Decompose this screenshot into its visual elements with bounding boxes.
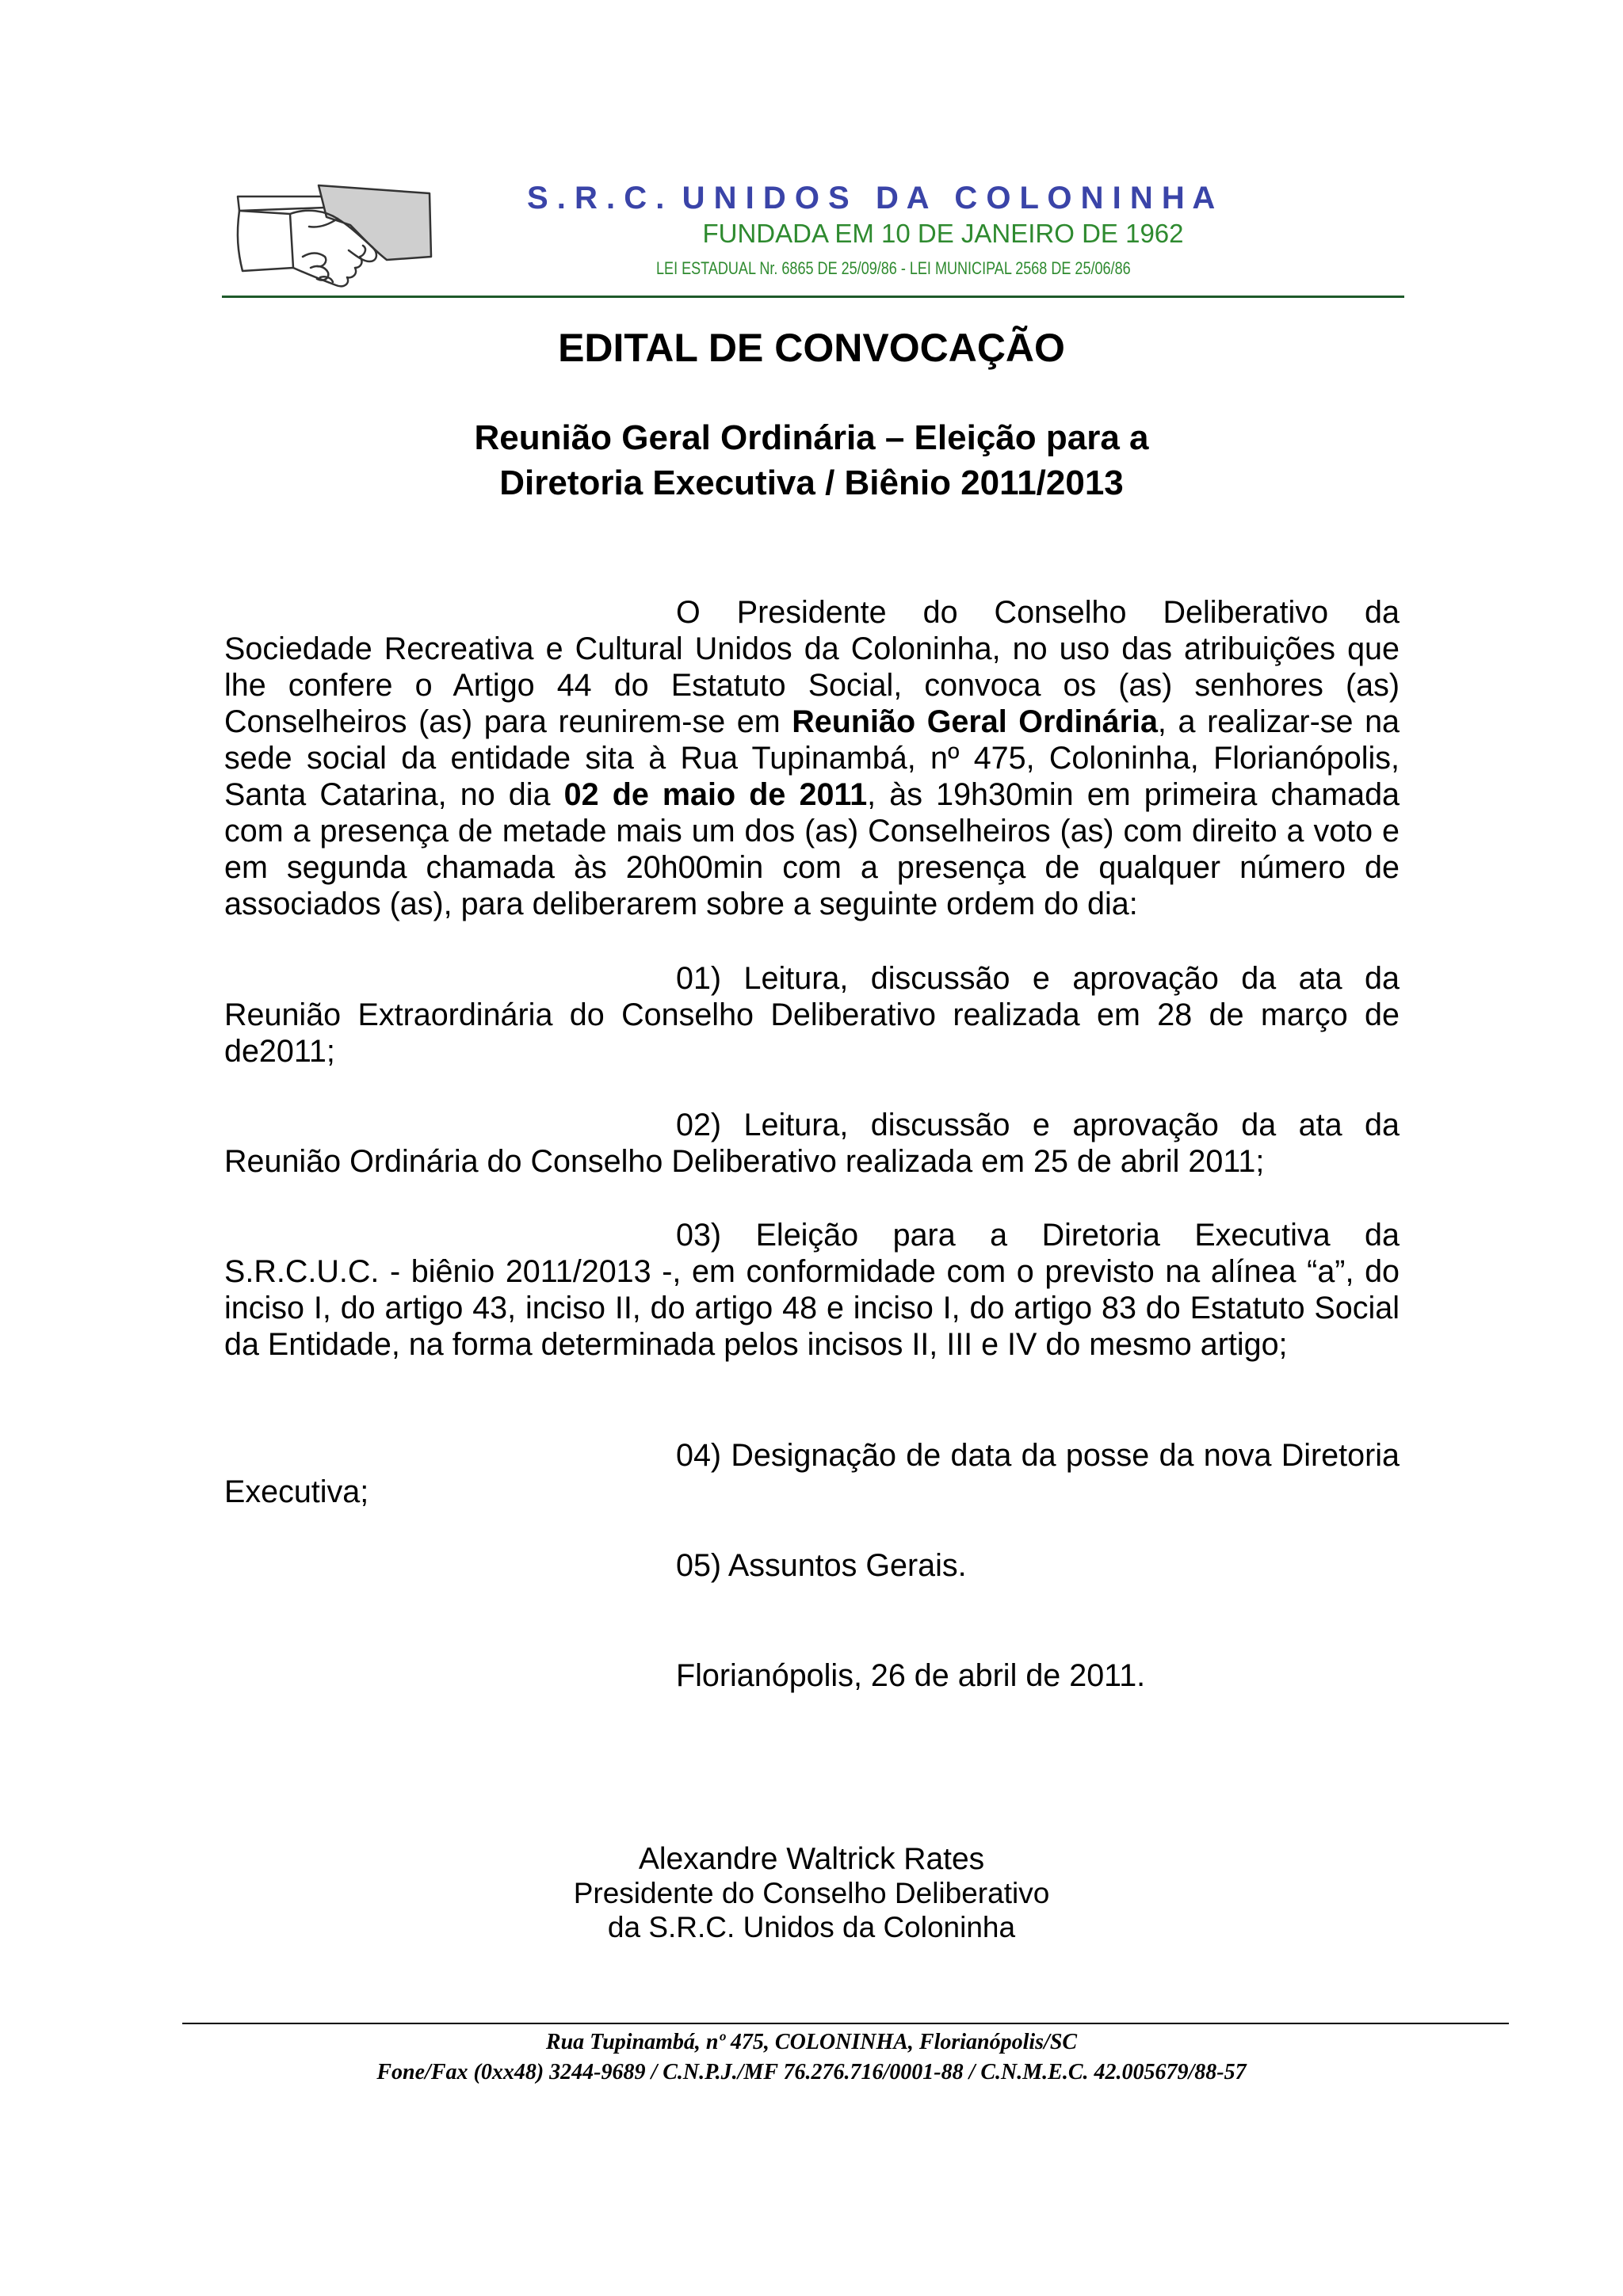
handshake-icon — [231, 179, 437, 298]
document-title: EDITAL DE CONVOCAÇÃO — [558, 326, 1065, 370]
intro-text-2: , a realizar-se na sede social da entidade sita à Rua Tupinambá, nº 475, Coloninha, Florianópolis, Santa Catarina, no dia — [224, 704, 1400, 812]
header-divider — [222, 296, 1404, 298]
intro-text-1: O Presidente do Conselho Deliberativo da Sociedade Recreativa e Cultural Unidos da Coloninha, no uso das atribuições que lhe confere o Artigo 44 do Estatuto Social, convoca os (as) senhores (as) Conselheiros (as) para reunirem-se em — [224, 595, 1400, 739]
agenda-item: 05) Assuntos Gerais. — [676, 1548, 967, 1583]
intro-meeting-date: 02 de maio de 2011 — [563, 777, 868, 812]
agenda-item: 02) Leitura, discussão e aprovação da ata da Reunião Ordinária do Conselho Deliberativo realizada em 25 de abril 2011; — [224, 1108, 1400, 1179]
intro-meeting-type: Reunião Geral Ordinária — [792, 704, 1158, 739]
agenda-item: 01) Leitura, discussão e aprovação da ata da Reunião Extraordinária do Conselho Deliberativo realizada em 28 de março de de2011; — [224, 961, 1400, 1069]
signatory-name: Alexandre Waltrick Rates — [638, 1842, 985, 1876]
footer-address: Rua Tupinambá, nº 475, COLONINHA, Florianópolis/SC — [545, 2030, 1078, 2054]
footer-divider — [182, 2023, 1509, 2024]
subtitle-line-1: Reunião Geral Ordinária – Eleição para a — [474, 418, 1149, 457]
agenda-item: 03) Eleição para a Diretoria Executiva da S.R.C.U.C. - biênio 2011/2013 -, em conformidade com o previsto na alínea “a”, do inciso I, do artigo 43, inciso II, do artigo 48 e inciso I, do artigo 83 do Estatuto Social da Entidade, na forma determinada pelos incisos II, III e IV do mesmo artigo; — [224, 1218, 1400, 1362]
intro-text-3: , às 19h30min em primeira chamada com a presença de metade mais um dos (as) Conselheiros (as) com direito a voto e em segunda chamada às 20h00min com a presença de qualquer número de associados (as), para deliberarem sobre a seguinte ordem do dia: — [224, 777, 1400, 921]
intro-paragraph — [224, 594, 1400, 922]
footer-contacts: Fone/Fax (0xx48) 3244-9689 / C.N.P.J./MF 76.276.716/0001-88 / C.N.M.E.C. 42.005679/88-57 — [376, 2060, 1247, 2084]
legal-registration: LEI ESTADUAL Nr. 6865 DE 25/09/86 - LEI MUNICIPAL 2568 DE 25/06/86 — [656, 258, 1131, 278]
subtitle-line-2: Diretoria Executiva / Biênio 2011/2013 — [499, 463, 1124, 502]
founding-date: FUNDADA EM 10 DE JANEIRO DE 1962 — [702, 219, 1184, 248]
place-and-date: Florianópolis, 26 de abril de 2011. — [676, 1658, 1146, 1693]
organization-name: S . R . C . U N I D O S D A C O L O N I N H A — [527, 181, 1216, 215]
signatory-organization: da S.R.C. Unidos da Coloninha — [607, 1911, 1016, 1943]
agenda-item: 04) Designação de data da posse da nova Diretoria Executiva; — [224, 1438, 1400, 1509]
signatory-role: Presidente do Conselho Deliberativo — [573, 1877, 1050, 1909]
